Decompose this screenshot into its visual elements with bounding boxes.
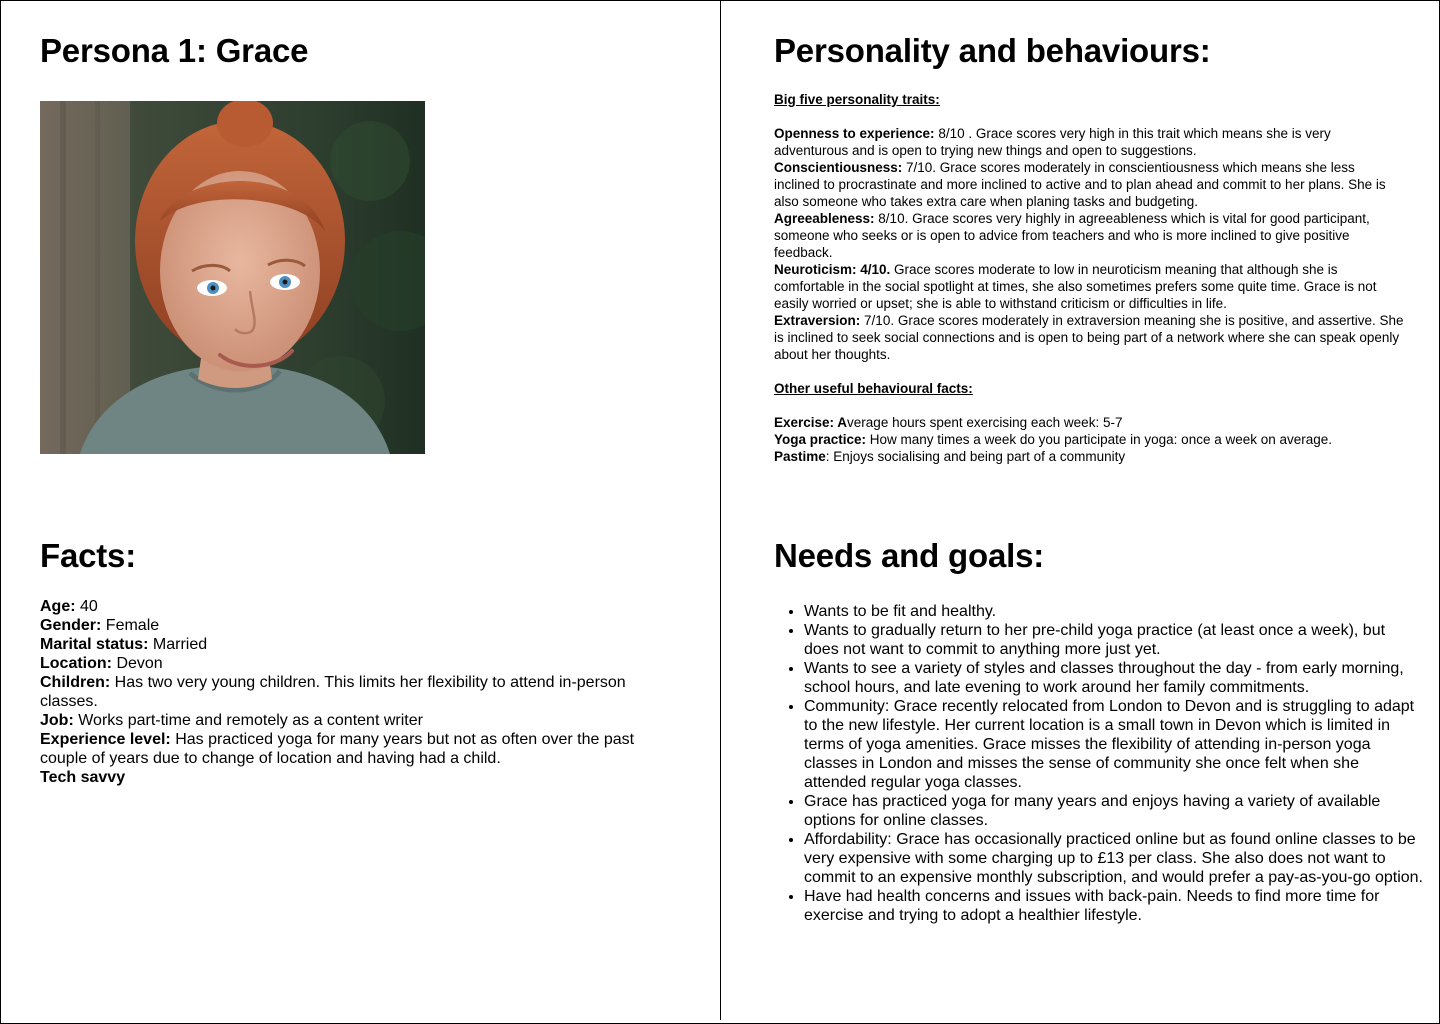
list-item: • Community: Grace recently relocated from London to Devon and is struggling to adapt to the new lifestyle. Her current location is a small town in Devon which is limited in terms of yoga amenities. Grace misses the flexibility of attending in-person yoga classes in London and misses the sense of community she once felt when she attended regular yoga classes. bbox=[804, 697, 1424, 792]
fact-location: Location: Devon bbox=[40, 655, 163, 672]
facts-list bbox=[40, 597, 660, 787]
personality-section bbox=[774, 91, 1404, 465]
behaviour-exercise: Exercise: Average hours spent exercising each week: 5-7 bbox=[774, 415, 1123, 430]
trait-conscientiousness: Conscientiousness: 7/10. Grace scores moderately in conscientiousness which means she less inclined to procrastinate and more inclined to active and to plan ahead and commit to her plans. She is also someone who takes extra care when planing tasks and budgeting. bbox=[774, 160, 1386, 209]
personality-heading: Personality and behaviours: bbox=[774, 32, 1211, 69]
trait-openness: Openness to experience: 8/10 . Grace scores very high in this trait which means she is very adventurous and is open to trying new things and open to suggestions. bbox=[774, 126, 1331, 158]
persona-title: Persona 1: Grace bbox=[40, 32, 309, 69]
needs-heading: Needs and goals: bbox=[774, 537, 1045, 574]
column-divider bbox=[720, 0, 721, 1020]
needs-list bbox=[784, 602, 1424, 925]
list-item: • Wants to gradually return to her pre-child yoga practice (at least once a week), but does not want to commit to anything more just yet. bbox=[804, 621, 1424, 659]
behaviour-pastime: Pastime: Enjoys socialising and being part of a community bbox=[774, 449, 1126, 464]
persona-photo-illustration bbox=[40, 101, 425, 454]
other-facts-heading: Other useful behavioural facts: bbox=[774, 381, 973, 396]
behaviour-yoga-practice: Yoga practice: How many times a week do you participate in yoga: once a week on average. bbox=[774, 432, 1333, 447]
trait-agreeableness: Agreeableness: 8/10. Grace scores very highly in agreeableness which is vital for good participant, someone who seeks or is open to advice from teachers and who is more inclined to give positive feedback. bbox=[774, 211, 1370, 260]
fact-age: Age: 40 bbox=[40, 598, 98, 615]
list-item: • Wants to be fit and healthy. bbox=[804, 602, 1424, 621]
fact-job: Job: Works part-time and remotely as a content writer bbox=[40, 712, 423, 729]
fact-children: Children: Has two very young children. This limits her flexibility to attend in-person classes. bbox=[40, 674, 626, 710]
list-item: • Have had health concerns and issues with back-pain. Needs to find more time for exercise and trying to adopt a healthier lifestyle. bbox=[804, 887, 1424, 925]
big-five-heading: Big five personality traits: bbox=[774, 92, 940, 107]
list-item: • Grace has practiced yoga for many years and enjoys having a variety of available options for online classes. bbox=[804, 792, 1424, 830]
list-item: • Wants to see a variety of styles and classes throughout the day - from early morning, school hours, and late evening to work around her family commitments. bbox=[804, 659, 1424, 697]
fact-experience-level: Experience level: Has practiced yoga for many years but not as often over the past couple of years due to change of location and having had a child. bbox=[40, 731, 635, 767]
trait-neuroticism: Neuroticism: 4/10. Grace scores moderate to low in neuroticism meaning that although she is comfortable in the social spotlight at times, she also sometimes prefers some quite time. Grace is not easily worried or upset; she is able to withstand criticism or difficulties in life. bbox=[774, 262, 1377, 311]
fact-tech-savvy: Tech savvy bbox=[40, 769, 126, 786]
fact-marital-status: Marital status: Married bbox=[40, 636, 208, 653]
facts-heading: Facts: bbox=[40, 537, 136, 574]
fact-gender: Gender: Female bbox=[40, 617, 160, 634]
list-item: • Affordability: Grace has occasionally practiced online but as found online classes to be very expensive with some charging up to £13 per class. She also does not want to commit to an expensive monthly subscription, and would prefer a pay-as-you-go option. bbox=[804, 830, 1424, 887]
trait-extraversion: Extraversion: 7/10. Grace scores moderately in extraversion meaning she is positive, and assertive. She is inclined to seek social connections and is open to being part of a network where she can speak openly about her thoughts. bbox=[774, 313, 1404, 362]
persona-photo bbox=[40, 101, 425, 454]
